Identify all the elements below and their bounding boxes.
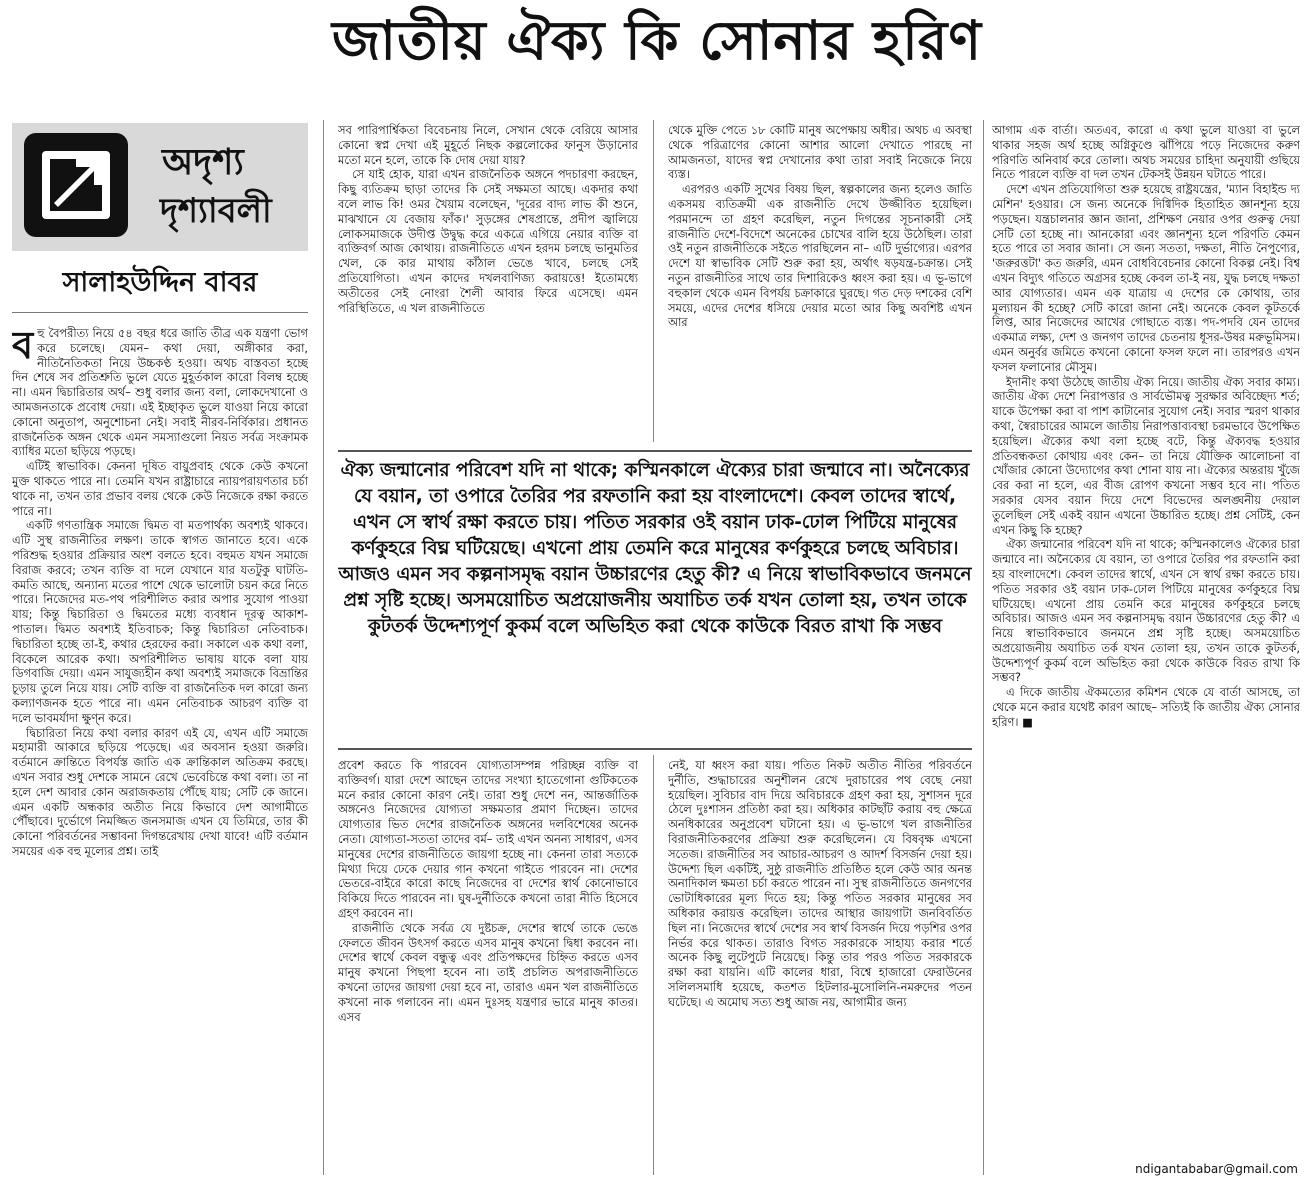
column-name-line1: অদৃশ্য	[162, 142, 244, 183]
author-email: ndigantababar@gmail.com	[1135, 1162, 1298, 1176]
article-paragraph: আগাম এক বার্তা। অতএব, কারো এ কথা ভুলে যাওয়া বা ভুলে থাকার সহজ অর্থ হচ্ছে অগ্নিকুণ্ডে ঝাঁপিয়ে পড়ে নিজেদের করুণ পরিণতি অনিবার্য করে তোলা। অথচ সময়ের চাহিদা অনুযায়ী গুছিয়ে নিতে পারলে ব্যক্তি বা দল তখন টেকসই উন্নয়ন ঘটাতে পারে।	[992, 123, 1300, 182]
article-paragraph: এ দিকে জাতীয় ঐকমত্যের কমিশন থেকে যে বার্তা আসছে, তা থেকে মনে করার যথেষ্ট কারণ আছে– সত্যিই কি জাতীয় ঐক্য সোনার হরিণ। ■	[992, 685, 1300, 729]
article-paragraph: দেশে এখন প্রতিযোগিতা শুরু হয়েছে রাষ্ট্রযন্ত্রের, 'ম্যান বিহাইন্ড দ্য মেশিন' হওয়ার। সে জন্য অনেকে দিগ্বিদিক হিতাহিত জ্ঞানশূন্য হয়ে পড়ছেন। যন্ত্রচালনার জ্ঞান জানা, প্রশিক্ষণ নেয়ার ওপর গুরুত্ব দেয়া সেটি তো হচ্ছে না। আনকোরা এবং জ্ঞানশূন্য হলে পরিণতি কেমন হতে পারে তা সবার জানা। সে জন্য সততা, দক্ষতা, নীতি নৈপুণ্যের, 'জরুরত্তটা' কত জরুরি, এমন বোধবিবেচনার কোনো বিকল্প নেই। বিশ্ব এখন বিদ্যুৎ গতিতে অগ্রসর হচ্ছে কেবল তা-ই নয়, যুদ্ধ চলছে দক্ষতা আর যোগ্যতার। এমন এক যাত্রায় এ দেশের কে কোথায়, তার মূল্যায়ন কী হচ্ছে? সেটি কারো জানা নেই। অনেকে কেবল কূটতর্কে লিপ্ত, আর নিজেদের আখের গোছাতে ব্যস্ত। পদ-পদবি যেন তাদের একমাত্র লক্ষ্য, দেশ ও জনগণ তাদের চেতনায় ধূসর-উষর মরুভূমিসম। এমন অনুর্বর জমিতে কখনো কোনো ফসল ফলে না। তারপরও এখন ফসল ফলানোর মৌসুম।	[992, 182, 1300, 374]
article-paragraph: রাজনীতি থেকে সর্বত্র যে দুষ্টচক্র, দেশের স্বার্থে তাকে ভেঙে ফেলতে জীবন উৎসর্গ করতে এসব মানুষ কখনো দ্বিধা করবেন না। দেশের স্বার্থে কেবল বন্ধুত্ব এবং প্রতিপক্ষদের চিহ্নিত করতে এসব মানুষ কখনো পিছপা হবেন না। তাই প্রচলিত অপরাজনীতিতে কখনো তাদের জায়গা দেয়া হবে না, তারাও এমন খল রাজনীতিতে কখনো নাক গলাবেন না। এমন দুঃসহ যন্ত্রণার ভারে মানুষ কাতর। এসব	[338, 920, 638, 1024]
article-paragraph: এটিই স্বাভাবিক। কেননা দূষিত বায়ুপ্রবাহ থেকে কেউ কখনো মুক্ত থাকতে পারে না। তেমনি যখন রাষ্ট্রাচারে ন্যায়পরায়ণতার চর্চা থাকে না, তখন তার প্রভাব বলয় থেকে কেউ নিজেকে রক্ষা করতে পারে না।	[12, 459, 308, 518]
article-paragraph: সে যাই হোক, যারা এখন রাজনৈতিক অঙ্গনে পদচারণা করছেন, কিছু ব্যতিক্রম ছাড়া তাদের কি সেই সক্ষমতা আছে। একদার কথা বলে লাভ কি! ওমর খৈয়াম বলেছেন, 'দূরের বাদ্য লাভ কী শুনে, মাঝখানে যে বেজায় ফাঁক।' সুড়ঙ্গের শেষপ্রান্তে, প্রদীপ জ্বালিয়ে লোকসমাজকে উদীপ্ত উদ্বুদ্ধ করে একত্রে এগিয়ে নেয়ার ব্যক্তি বা ব্যক্তিবর্গ আজ কোথায়। রাজনীতিতে এখন হরদম চলছে ভানুমতির খেল, কে কার মাথায় কাঁঠাল ভেঙে খাবে, চলছে সেই প্রতিযোগিতা। এখন কাদের দখলবাণিজ্য করায়ত্তে! ইতোমধ্যে অতীতের সেই নোংরা শৈলী আবার ফিরে এসেছে। এমন পরিস্থিতিতে, এ খল রাজনীতিতে	[338, 167, 638, 315]
article-paragraph: একটি গণতান্ত্রিক সমাজে দ্বিমত বা মতপার্থক্য অবশ্যই থাকবে। এটি সুস্থ রাজনীতির লক্ষণ। তাকে স্বাগত জানাতে হবে। একে পরিশুদ্ধ হওয়ার প্রক্রিয়ার অংশ বলতে হবে। বহুমত যখন সমাজে বিরাজ করবে; তখন ব্যক্তি বা দলে যেখানে যার যতটুকু ঘাটতি-কমতি আছে, অন্যান্য মতের পাশে থেকে ভালোটা চয়ন করে নিতে পারে। নিজেদের মত-পথ পরিশীলিত করার অপার সুযোগ পাওয়া যায়; কিন্তু দ্বিচারিতা ও দ্বিমতের মধ্যে ব্যবধান দূরত্ব আকাশ-পাতাল। দ্বিমত অবশ্যই ইতিবাচক; কিন্তু দ্বিচারিতা নেতিবাচক। দ্বিচারিতা হচ্ছে তা-ই, কথার হেরফের করা। সকালে এক কথা বলা, বিকেলে আরেক কথা। অপরিশীলিত ভাষায় যাকে বলা যায় ডিগবাজি দেয়া। এমন সাযুজ্যহীন কথা অবশ্যই সমাজকে বিভ্রান্তির চূড়ায় তুলে নিয়ে যায়। সেটি ব্যক্তি বা রাজনৈতিক দল কারো জন্য কল্যাণজনক হতে পারে না। এমন নেতিবাচক আচরণ ব্যক্তি বা দলে ভাবমর্যাদা ক্ষুণ্ন করে।	[12, 518, 308, 725]
column-rule	[653, 755, 654, 1175]
article-paragraph: ঐক্য জন্মানোর পরিবেশ যদি না থাকে; কস্মিনকালেও ঐক্যের চারা জন্মাবে না। অনৈক্যের যে বয়ান, তা ওপারে তৈরির পর রফতানি করা হয় বাংলাদেশে। কেবল তাদের স্বার্থে, এখন সে স্বার্থ রক্ষা করতে চায়। পতিত সরকার ওই বয়ান ঢাক-ঢোল পিটিয়ে মানুষের কর্ণকুহরে বিঘ্ন ঘটিয়েছে। এখনো প্রায় তেমনি করে মানুষের কর্ণকুহরে চলছে অবিচার। আজও এমন সব কল্পনাসমৃদ্ধ বয়ান উচ্চারণের হেতু কী? এ নিয়ে স্বাভাবিকভাবে জনমনে প্রশ্ন সৃষ্টি হচ্ছে। অসময়োচিত অপ্রয়োজনীয় অযাচিত তর্ক যখন তোলা হয়, তখন তাকে কুটতর্ক, উদ্দেশ্যপূর্ণ কুকর্ম বলে অভিহিত করা থেকে কাউকে বিরত রাখা কি সম্ভব?	[992, 537, 1300, 685]
column-rule	[323, 120, 324, 1175]
pull-quote-top-rule	[338, 450, 972, 452]
article-paragraph: সব পারিপার্শ্বিকতা বিবেচনায় নিলে, সেখান থেকে বেরিয়ে আসার কোনো স্বপ্ন দেখা এই মুহূর্তে নিছক কল্পলোকের ফানুস উড়ানোর মতো মনে হলে, তাকে কি দোষ দেয়া যায়?	[338, 123, 638, 167]
article-column-3-bottom	[668, 758, 972, 1170]
column-rule	[653, 120, 654, 442]
article-paragraph: প্রবেশ করতে কি পারবেন যোগ্যতাসম্পন্ন পরিচ্ছন্ন ব্যক্তি বা ব্যক্তিবর্গ। যারা দেশে আছেন তাদের সংখ্যা হাতেগোনা গুটিকতেক মনে করার কোনো কারণ নেই। তারা শুধু দেশে নন, আন্তর্জাতিক অঙ্গনেও নিজেদের যোগ্যতা সক্ষমতার প্রমাণ দিচ্ছেন। তাদের যোগ্যতার ভিত দেশের রাজনৈতিক অঙ্গনের দলবিশেষের অনেক নেতা। যোগ্যতা-সততা তাদের বর্ম– তাই এখন অনন্য সাধারণ, এসব মানুষের দেশের রাজনীতিতে জায়গা হচ্ছে না। কেননা তারা সত্যকে মিথ্যা দিয়ে ঢেকে দেয়ার গান কখনো গাইতে পারবেন না। দেশের ভেতরে-বাইরে কারো কাছে নিজেদের বা দেশের স্বার্থ কোনোভাবে বিকিয়ে দিতে পারবেন না। ঘুষ-দুর্নীতিকে কখনো তারা নীতি হিসেবে গ্রহণ করবেন না।	[338, 758, 638, 920]
arrow-logo-icon	[24, 133, 128, 237]
article-paragraph: বহু বৈপরীত্য নিয়ে ৫৪ বছর ধরে জাতি তীব্র এক যন্ত্রণা ভোগ করে চলেছে। যেমন– কথা দেয়া, অঙ্গীকার করা, নীতিনৈতিকতা নিয়ে উচ্চকণ্ঠ হওয়া। অথচ বাস্তবতা হচ্ছে দিন শেষে সব প্রতিশ্রুতি ভুলে যেতে মুহূর্তকাল কারো বিলম্ব হচ্ছে না। এমন দ্বিচারিতার অর্থ– শুধু বলার জন্য বলা, লোকদেখানো ও আমজনতাকে প্রবোধ দেয়া। এই ইচ্ছাকৃত ভুলে যাওয়া নিয়ে কারো কোনো অনুতাপ, অনুশোচনা নেই। সবাই নীরব-নির্বিকার। প্রধানত রাজনৈতিক অঙ্গন থেকে এমন সমস্যাগুলো নিয়ত সর্বত্র সংক্রামক ব্যাধির মতো ছড়িয়ে পড়ছে।	[12, 326, 308, 459]
column-name-line2: দৃশ্যাবলী	[160, 191, 272, 231]
article-column-2-top	[338, 123, 638, 441]
article-column-1	[12, 326, 308, 1170]
article-column-4	[992, 123, 1300, 1157]
headline: জাতীয় ঐক্য কি সোনার হরিণ	[331, 9, 983, 72]
column-rule	[983, 120, 984, 1175]
article-paragraph: এরপরও একটি সুখের বিষয় ছিল, স্বল্পকালের জন্য হলেও জাতি একসময় ব্যতিক্রমী এক রাজনীতি দেখে উজ্জীবিত হয়েছিল। পরমানন্দে তা গ্রহণ করেছিল, নতুন দিগন্তের সূচনাকারী সেই রাজনীতি দেশে-বিদেশে অনেকের চোখের বালি হয়ে উঠেছিল। তারা ওই নতুন রাজনীতিকে সইতে পারছিলেন না– এটি দুর্ভাগ্যের। এরপর দেশে যা স্বাভাবিক সেটি শুরু করা হয়, অর্থাৎ ষড়যন্ত্র-চক্রান্ত। সেই নতুন রাজনীতির সাথে তার দিশারিকেও ধ্বংস করা হয়। এ ভূ-ভাগে বহুকাল থেকে এমন বিপর্যয় চক্রাকারে ঘুরছে। গত দেড় দশকের বেশি সময়ে, এদের দেশের ধসিয়ে দেয়ার মতো আর কিছু অবশিষ্ট এখন আর	[668, 182, 972, 330]
author-name: সালাহউদ্দিন বাবর	[62, 267, 258, 298]
pull-quote-bottom-rule	[338, 748, 972, 750]
column-logo	[12, 123, 308, 251]
article-paragraph: ইদানীং কথা উঠেছে জাতীয় ঐক্য নিয়ে। জাতীয় ঐক্য সবার কাম্য। জাতীয় ঐক্য দেশে নিরাপত্তার ও সার্বভৌমত্ব সুরক্ষার অবিচ্ছেদ্য শর্ত; যাকে উপেক্ষা করা বা পাশ কাটানোর সুযোগ নেই। সবার স্মরণ থাকার কথা, স্বৈরাচারের আমলে জাতীয় নিরাপত্তাব্যবস্থা চরমভাবে উপেক্ষিত হয়েছিল। ঐক্যের কথা বলা হচ্ছে বটে, কিন্তু ঐক্যবদ্ধ হওয়ার প্রতিবন্ধকতা কোথায় এবং কেন– তা নিয়ে যৌক্তিক আলোচনা বা খোঁজার কোনো উদ্যোগের কথা শোনা যায় না। ঐক্যের অন্তরায় খুঁজে বের করা না হলে, এর বীজ রোপণ কখনো সম্ভব হবে না। পতিত সরকার যেসব বয়ান দিয়ে দেশে বিভেদের অলঙ্ঘনীয় দেয়াল তুলেছিল সেই একই বয়ান এখনো উচ্চারিত হচ্ছে। প্রশ্ন সেটিই, কেন এখন কিছু কি হচ্ছে?	[992, 374, 1300, 537]
article-column-3-top	[668, 123, 972, 441]
article-paragraph: থেকে মুক্তি পেতে ১৮ কোটি মানুষ অপেক্ষায় অধীর। অথচ এ অবস্থা থেকে পরিত্রাণের কোনো আশার আলো দেখাতে পারছে না আমজনতা, যাদের স্বপ্ন দেখানোর কথা তারা সবাই নিজেকে নিয়ে ব্যস্ত।	[668, 123, 972, 182]
drop-cap: ব	[12, 326, 34, 367]
divider	[12, 312, 308, 313]
article-paragraph: দ্বিচারিতা নিয়ে কথা বলার কারণ এই যে, এখন এটি সমাজে মহামারী আকারে ছড়িয়ে পড়েছে। এর অবসান হওয়া জরুরি। বর্তমানে ক্রান্তিতে বিপর্যস্ত জাতি এক ক্রান্তিকাল অতিক্রম করছে। এখন সবার শুধু দেশকে সামনে রেখে ভেবেচিন্তে কথা বলা। তা না হলে দেশ আবার কোন অরাজকতায় পৌঁছে যায়; সেটি কে জানে। এমন একটি অন্ধকার অতীত নিয়ে কিভাবে দেশ আগামীতে পৌঁছাবে। দুর্ভোগে নিমজ্জিত জনসমাজ এখন যে তিমিরে, তার কী কোনো পরিবর্তনের সম্ভাবনা দিগন্তরেখায় দেখা যাবে! এটি বর্তমান সময়ের এক বহু মূল্যের প্রশ্ন। তাই	[12, 725, 308, 858]
article-paragraph: নেই, যা ধ্বংস করা যায়। পতিত নিকট অতীত নীতির পরিবর্তনে দুর্নীতি, শুদ্ধাচারের অনুশীলন রেখে দুরাচারের পথ বেছে নেয়া হয়েছিল। সুবিচার বাদ দিয়ে অবিচারকে গ্রহণ করা হয়, সুশাসন দূরে ঠেলে দুঃশাসন প্রতিষ্ঠা করা হয়। অধিকার কাটছাঁট করায় বহু ক্ষেত্রে অনধিকারের অনুপ্রবেশ ঘটানো হয়। এ ভূ-ভাগে খল রাজনীতির বিরাজনীতিকরণের প্রক্রিয়া শুরু করেছিলেন। যে বিষবৃক্ষ এখনো সতেজ। রাজনীতির সব আচার-আচরণ ও আদর্শ বিসর্জন দেয়া হয়। উদ্দেশ্য ছিল একটিই, সুষ্ঠু রাজনীতি প্রতিষ্ঠিত হলে কেউ আর অনন্ত অনাদিকাল ক্ষমতা চর্চা করতে পারেন না। সুস্থ রাজনীতিতে জনগণের ভোটাধিকারের মূল্য দিতে হয়; কিন্তু পতিত সরকার মানুষের সব অধিকার করায়ত্ত করেছিল। তাদের আস্থার জায়গাটা জনবিবর্তিত ছিল না। নিজেদের স্বার্থে দেশের সব স্বার্থ বিসর্জন দিয়ে পড়শির ওপর নির্ভর করে থাকত। তারাও বিগত সরকারকে সাহায্য করার শর্তে অনেক কিছু লুটেপুটে নিয়েছে। কিন্তু তার পরও পতিত সরকারকে রক্ষা করা যায়নি। এটি কালের ধারা, বিশ্বে হাজারো ফেরাউনের সলিলসমাধি হয়েছে, কতশত হিটলার-মুসোলিনি-নমরুদের পতন ঘটেছে। এ অমোঘ সত্য শুধু আজ নয়, আগামীর জন্য	[668, 758, 972, 1009]
article-column-2-bottom	[338, 758, 638, 1170]
pull-quote: ঐক্য জন্মানোর পরিবেশ যদি না থাকে; কস্মিনকালে ঐক্যের চারা জন্মাবে না। অনৈক্যের যে বয়ান, তা ওপারে তৈরির পর রফতানি করা হয় বাংলাদেশে। কেবল তাদের স্বার্থে, এখন সে স্বার্থ রক্ষা করতে চায়। পতিত সরকার ওই বয়ান ঢাক-ঢোল পিটিয়ে মানুষের কর্ণকুহরে বিঘ্ন ঘটিয়েছে। এখনো প্রায় তেমনি করে মানুষের কর্ণকুহরে চলছে অবিচার। আজও এমন সব কল্পনাসমৃদ্ধ বয়ান উচ্চারণের হেতু কী? এ নিয়ে স্বাভাবিকভাবে জনমনে প্রশ্ন সৃষ্টি হচ্ছে। অসময়োচিত অপ্রয়োজনীয় অযাচিত তর্ক যখন তোলা হয়, তখন তাকে কুটতর্ক উদ্দেশ্যপূর্ণ কুকর্ম বলে অভিহিত করা থেকে কাউকে বিরত রাখা কি সম্ভব	[338, 460, 972, 637]
